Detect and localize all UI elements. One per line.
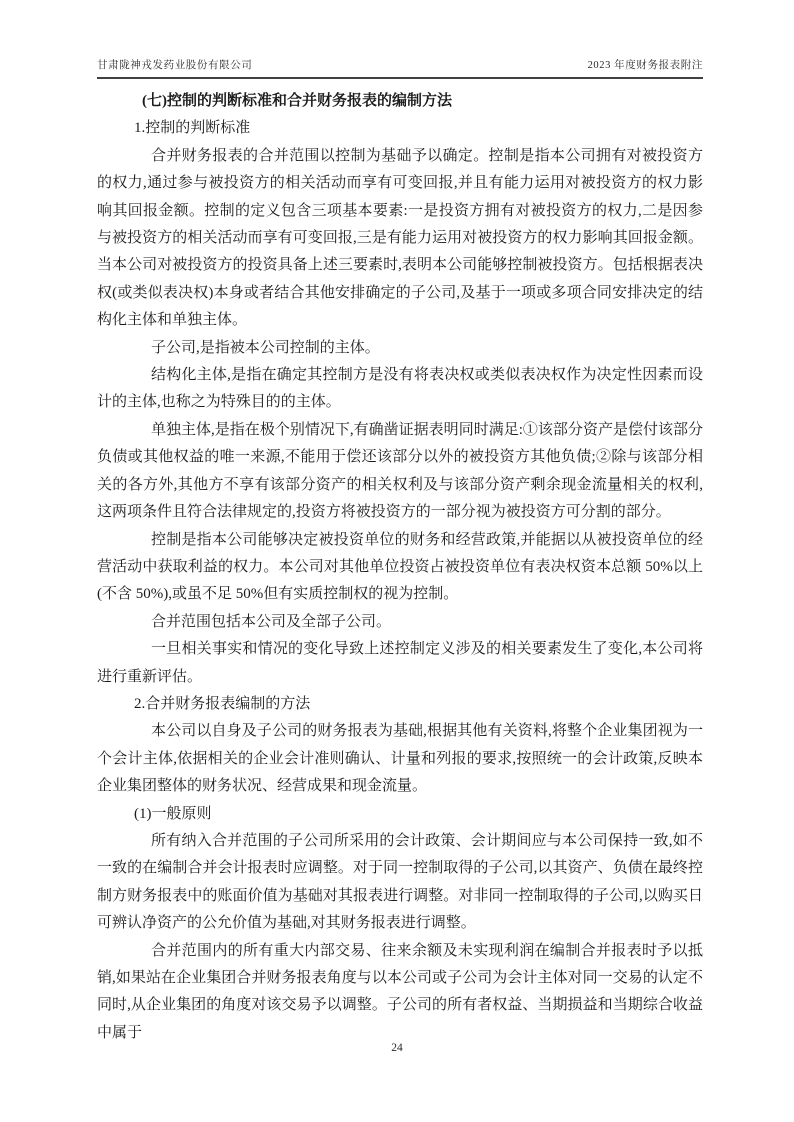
- company-name: 甘肃陇神戎发药业股份有限公司: [97, 60, 253, 71]
- paragraph: 本公司以自身及子公司的财务报表为基础,根据其他有关资料,将整个企业集团视为一个会计主体,依据相关的企业会计准则确认、计量和列报的要求,按照统一的会计政策,反映本企业集团整体的财务状况、经营成果和现金流量。: [97, 723, 703, 795]
- paragraph: 子公司,是指被本公司控制的主体。: [151, 339, 380, 356]
- subheading: 2.合并财务报表编制的方法: [134, 695, 311, 712]
- paragraph: 一旦相关事实和情况的变化导致上述控制定义涉及的相关要素发生了变化,本公司将进行重新评估。: [97, 641, 703, 685]
- document-body: [97, 88, 703, 1047]
- paragraph: 单独主体,是指在极个别情况下,有确凿证据表明同时满足:①该部分资产是偿付该部分负债或其他权益的唯一来源,不能用于偿还该部分以外的被投资方其他负债;②除与该部分相关的各方外,其他方不享有该部分资产的相关权利及与该部分资产剩余现金流量相关的权利,这两项条件且符合法律规定的,投资方将被投资方的一部分视为被投资方可分割的部分。: [97, 421, 703, 521]
- subheading: 1.控制的判断标准: [134, 120, 251, 137]
- paragraph: 控制是指本公司能够决定被投资单位的财务和经营政策,并能据以从被投资单位的经营活动中获取利益的权力。本公司对其他单位投资占被投资单位有表决权资本总额 50%以上(不含 50%),或虽不足 50%但有实质控制权的视为控制。: [97, 531, 703, 603]
- report-title: 2023 年度财务报表附注: [587, 60, 703, 71]
- paragraph: 所有纳入合并范围的子公司所采用的会计政策、会计期间应与本公司保持一致,如不一致的在编制合并会计报表时应调整。对于同一控制取得的子公司,以其资产、负债在最终控制方财务报表中的账面价值为基础对其报表进行调整。对非同一控制取得的子公司,以购买日可辨认净资产的公允价值为基础,对其财务报表进行调整。: [97, 832, 703, 932]
- page-header: [97, 57, 703, 79]
- page-number: 24: [391, 1042, 403, 1054]
- paragraph: 合并财务报表的合并范围以控制为基础予以确定。控制是指本公司拥有对被投资方的权力,通过参与被投资方的相关活动而享有可变回报,并且有能力运用对被投资方的权力影响其回报金额。控制的定义包含三项基本要素:一是投资方拥有对被投资方的权力,二是因参与被投资方的相关活动而享有可变回报,三是有能力运用对被投资方的权力影响其回报金额。当本公司对被投资方的投资具备上述三要素时,表明本公司能够控制被投资方。包括根据表决权(或类似表决权)本身或者结合其他安排确定的子公司,及基于一项或多项合同安排决定的结构化主体和单独主体。: [97, 147, 703, 329]
- section-heading: (七)控制的判断标准和合并财务报表的编制方法: [142, 93, 452, 109]
- subheading: (1)一般原则: [134, 805, 212, 822]
- paragraph: 结构化主体,是指在确定其控制方是没有将表决权或类似表决权作为决定性因素而设计的主体,也称之为特殊目的的主体。: [97, 367, 703, 411]
- paragraph: 合并范围包括本公司及全部子公司。: [151, 613, 392, 630]
- page-footer: [0, 1042, 794, 1054]
- paragraph: 合并范围内的所有重大内部交易、往来余额及未实现利润在编制合并报表时予以抵销,如果站在企业集团合并财务报表角度与以本公司或子公司为会计主体对同一交易的认定不同时,从企业集团的角度对该交易予以调整。子公司的所有者权益、当期损益和当期综合收益中属于: [97, 942, 703, 1041]
